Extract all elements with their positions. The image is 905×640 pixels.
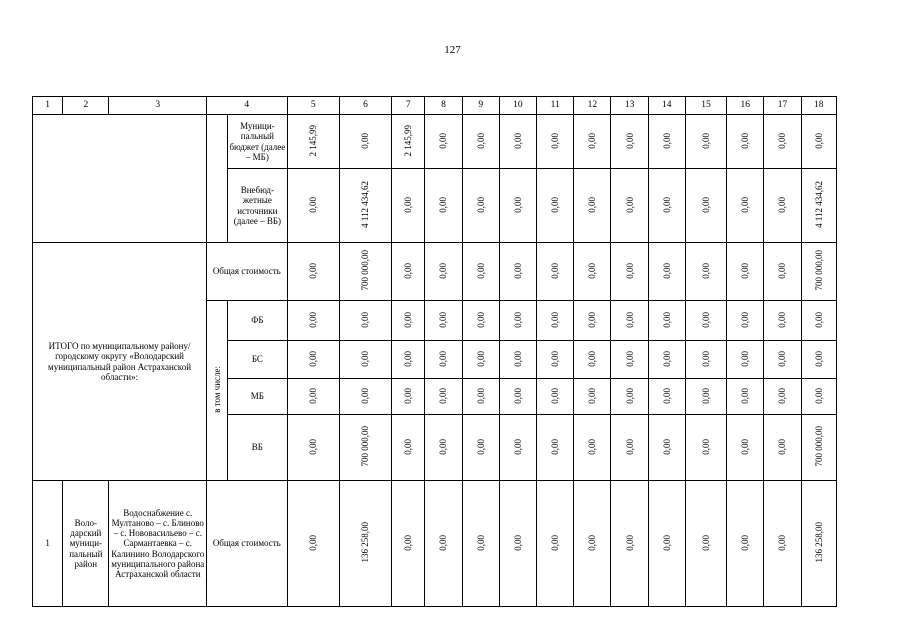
value-text: 0,00 (587, 350, 598, 367)
value-text: 0,00 (587, 132, 598, 149)
value-cell (685, 379, 726, 415)
value-cell (537, 415, 574, 481)
value-cell (287, 169, 339, 243)
district-text: Воло-дарский муници-пальный район (69, 518, 103, 569)
value-text: 0,00 (813, 350, 824, 367)
value-text: 0,00 (475, 438, 486, 455)
value-cell (339, 115, 391, 169)
itogo-total-label (207, 243, 287, 301)
value-text: 0,00 (777, 132, 788, 149)
value-cell (287, 243, 339, 301)
value-text: 0,00 (587, 311, 598, 328)
column-number-text: 2 (83, 100, 89, 111)
column-number-text: 3 (155, 100, 161, 111)
column-number-8 (425, 97, 462, 115)
value-text: 0,00 (624, 438, 635, 455)
value-text: 0,00 (700, 196, 711, 213)
value-cell (537, 243, 574, 301)
value-cell (685, 115, 726, 169)
column-number-1 (33, 97, 63, 115)
value-text: 0,00 (624, 196, 635, 213)
budget-table (32, 96, 837, 607)
column-number-text: 11 (550, 100, 560, 111)
value-cell (574, 169, 611, 243)
value-text: 0,00 (624, 132, 635, 149)
value-cell (537, 481, 574, 607)
value-cell (499, 115, 536, 169)
funding-source-label (228, 169, 287, 243)
value-text: 0,00 (587, 262, 598, 279)
value-text: 0,00 (438, 262, 449, 279)
column-number-text: 8 (441, 100, 446, 111)
value-text: 0,00 (740, 387, 751, 404)
value-cell (764, 481, 801, 607)
value-cell (425, 169, 462, 243)
value-cell (287, 415, 339, 481)
value-cell (574, 341, 611, 379)
value-cell (764, 415, 801, 481)
value-cell (499, 379, 536, 415)
value-cell (801, 341, 836, 379)
value-cell (611, 169, 648, 243)
value-cell (611, 415, 648, 481)
value-text: 0,00 (813, 387, 824, 404)
value-text: 0,00 (661, 196, 672, 213)
value-cell (339, 415, 391, 481)
value-text: 0,00 (550, 311, 561, 328)
value-text: 0,00 (512, 387, 523, 404)
value-text: 0,00 (624, 311, 635, 328)
value-text: 700 000,00 (813, 426, 824, 467)
funding-source-code (228, 341, 287, 379)
value-cell (611, 379, 648, 415)
value-text: 0,00 (438, 311, 449, 328)
value-text: 0,00 (661, 311, 672, 328)
column-number-14 (648, 97, 685, 115)
value-text: 0,00 (438, 132, 449, 149)
funding-code-text: БС (251, 354, 263, 365)
value-text: 136 258,00 (360, 522, 371, 563)
value-text: 0,00 (475, 350, 486, 367)
column-number-9 (462, 97, 499, 115)
column-number-text: 18 (814, 100, 824, 111)
value-text: 0,00 (661, 534, 672, 551)
value-text: 0,00 (624, 534, 635, 551)
value-text: 0,00 (475, 311, 486, 328)
value-text: 0,00 (587, 438, 598, 455)
value-cell (462, 379, 499, 415)
value-text: 0,00 (740, 196, 751, 213)
value-cell (801, 415, 836, 481)
value-cell (801, 481, 836, 607)
value-cell (537, 379, 574, 415)
value-text: 4 112 434,62 (360, 181, 371, 228)
value-cell (648, 115, 685, 169)
value-cell (392, 301, 425, 341)
value-cell (425, 243, 462, 301)
value-cell (764, 301, 801, 341)
value-text: 0,00 (308, 262, 319, 279)
column-number-11 (537, 97, 574, 115)
value-cell (574, 415, 611, 481)
itogo-title-text: ИТОГО по муниципальному району/ городскому округу «Володарский муниципальный район Астраханской области»: (48, 341, 192, 382)
funding-source-label (228, 115, 287, 169)
value-cell (764, 341, 801, 379)
value-text: 0,00 (308, 196, 319, 213)
value-cell (462, 243, 499, 301)
value-cell (499, 415, 536, 481)
object-row-1 (33, 481, 837, 607)
value-text: 0,00 (740, 534, 751, 551)
value-cell (611, 115, 648, 169)
value-cell (685, 243, 726, 301)
value-cell (425, 115, 462, 169)
value-cell (764, 169, 801, 243)
column-number-text: 9 (478, 100, 484, 111)
funding-source-text: Внебюд-жетные источники (далее – ВБ) (233, 185, 282, 226)
column-number-13 (611, 97, 648, 115)
funding-source-code (228, 301, 287, 341)
value-cell (574, 243, 611, 301)
value-text: 0,00 (475, 262, 486, 279)
value-cell (727, 415, 764, 481)
value-text: 0,00 (777, 387, 788, 404)
value-text: 0,00 (661, 438, 672, 455)
value-text: 0,00 (438, 350, 449, 367)
value-text: 0,00 (403, 350, 414, 367)
value-cell (648, 301, 685, 341)
value-text: 0,00 (740, 311, 751, 328)
row-number (33, 481, 63, 607)
value-text: 0,00 (624, 350, 635, 367)
value-text: 700 000,00 (360, 250, 371, 291)
value-text: 0,00 (403, 438, 414, 455)
value-cell (685, 341, 726, 379)
column-number-15 (685, 97, 726, 115)
value-cell (648, 379, 685, 415)
value-text: 0,00 (740, 262, 751, 279)
value-cell (499, 169, 536, 243)
column-number-text: 14 (662, 100, 672, 111)
value-cell (462, 415, 499, 481)
value-text: 0,00 (777, 262, 788, 279)
value-text: 0,00 (360, 387, 371, 404)
value-text: 0,00 (661, 262, 672, 279)
column-number-text: 4 (244, 100, 250, 111)
value-text: 0,00 (740, 132, 751, 149)
value-cell (685, 415, 726, 481)
value-text: 700 000,00 (813, 250, 824, 291)
value-text: 0,00 (550, 262, 561, 279)
value-cell (764, 243, 801, 301)
value-text: 0,00 (360, 350, 371, 367)
funding-source-text: Муници-пальный бюджет (далее – МБ) (229, 121, 286, 162)
value-text: 0,00 (777, 534, 788, 551)
column-number-text: 6 (363, 100, 368, 111)
value-text: 0,00 (475, 387, 486, 404)
itogo-total-row (33, 243, 837, 301)
value-cell (727, 301, 764, 341)
value-text: 0,00 (587, 534, 598, 551)
value-text: 0,00 (777, 350, 788, 367)
value-text: 0,00 (438, 196, 449, 213)
value-cell (801, 243, 836, 301)
value-cell (648, 243, 685, 301)
value-cell (727, 115, 764, 169)
value-text: 0,00 (700, 262, 711, 279)
table-body (33, 97, 837, 607)
value-text: 0,00 (512, 534, 523, 551)
value-cell (574, 115, 611, 169)
value-cell (648, 169, 685, 243)
value-cell (287, 481, 339, 607)
value-text: 0,00 (403, 534, 414, 551)
value-cell (392, 481, 425, 607)
value-text: 0,00 (512, 262, 523, 279)
value-cell (287, 301, 339, 341)
value-text: 0,00 (308, 438, 319, 455)
value-text: 0,00 (624, 262, 635, 279)
value-cell (499, 341, 536, 379)
value-text: 0,00 (550, 438, 561, 455)
value-text: 0,00 (475, 196, 486, 213)
value-cell (648, 415, 685, 481)
value-cell (574, 379, 611, 415)
value-text: 136 258,00 (813, 522, 824, 563)
value-cell (801, 301, 836, 341)
value-text: 0,00 (813, 132, 824, 149)
column-number-12 (574, 97, 611, 115)
funding-source-code (228, 379, 287, 415)
value-cell (462, 301, 499, 341)
value-text: 0,00 (813, 311, 824, 328)
value-text: 0,00 (475, 534, 486, 551)
value-text: 0,00 (550, 132, 561, 149)
object-total-label (207, 481, 287, 607)
value-cell (462, 481, 499, 607)
column-number-text: 7 (405, 100, 411, 111)
funding-code-text: ВБ (251, 442, 263, 453)
prev-block-blank (33, 115, 207, 243)
column-number-6 (339, 97, 391, 115)
value-cell (727, 169, 764, 243)
value-text: 0,00 (512, 196, 523, 213)
value-cell (611, 341, 648, 379)
column-number-17 (764, 97, 801, 115)
value-cell (425, 415, 462, 481)
value-text: 4 112 434,62 (813, 181, 824, 228)
value-cell (425, 379, 462, 415)
value-cell (392, 379, 425, 415)
value-text: 0,00 (700, 534, 711, 551)
value-text: 0,00 (308, 387, 319, 404)
row-number-text: 1 (45, 538, 50, 549)
value-cell (537, 115, 574, 169)
funding-code-text: МБ (250, 391, 264, 402)
value-text: 0,00 (438, 534, 449, 551)
value-text: 0,00 (700, 311, 711, 328)
value-cell (537, 169, 574, 243)
value-cell (611, 243, 648, 301)
prev-block-blank-narrow (207, 115, 228, 243)
value-cell (425, 481, 462, 607)
value-cell (462, 169, 499, 243)
column-number-18 (801, 97, 836, 115)
value-text: 0,00 (308, 534, 319, 551)
value-text: 0,00 (403, 311, 414, 328)
column-number-row (33, 97, 837, 115)
value-text: 0,00 (438, 438, 449, 455)
value-text: 0,00 (360, 132, 371, 149)
value-cell (801, 379, 836, 415)
column-number-5 (287, 97, 339, 115)
object-text: Водоснабжение с. Мултаново – с. Блиново – с. Нововасильево – с. Сармантаевка – с. Калинино Володарского муниципального района Астраханской области (111, 508, 205, 579)
value-cell (392, 169, 425, 243)
page-number: 127 (444, 44, 461, 56)
value-text: 0,00 (308, 350, 319, 367)
value-cell (685, 481, 726, 607)
value-cell (339, 379, 391, 415)
value-cell (499, 481, 536, 607)
value-cell (611, 301, 648, 341)
value-cell (801, 169, 836, 243)
funding-source-code (228, 415, 287, 481)
value-text: 0,00 (550, 196, 561, 213)
value-text: 0,00 (740, 438, 751, 455)
value-text: 2 145,99 (308, 124, 319, 157)
value-cell (764, 379, 801, 415)
column-number-text: 1 (45, 100, 50, 111)
value-cell (339, 243, 391, 301)
value-text: 0,00 (700, 387, 711, 404)
value-cell (425, 341, 462, 379)
value-text: 700 000,00 (360, 426, 371, 467)
column-number-7 (392, 97, 425, 115)
value-text: 0,00 (624, 387, 635, 404)
column-number-text: 16 (740, 100, 751, 111)
value-cell (648, 481, 685, 607)
column-number-4 (207, 97, 287, 115)
value-cell (339, 481, 391, 607)
value-cell (685, 301, 726, 341)
value-cell (462, 115, 499, 169)
value-text: 0,00 (550, 387, 561, 404)
value-cell (462, 341, 499, 379)
value-text: 0,00 (512, 132, 523, 149)
column-number-16 (727, 97, 764, 115)
value-cell (392, 243, 425, 301)
value-cell (287, 115, 339, 169)
value-cell (727, 243, 764, 301)
in-that-label (207, 301, 228, 481)
value-cell (537, 301, 574, 341)
value-text: 0,00 (403, 196, 414, 213)
value-cell (648, 341, 685, 379)
value-text: 0,00 (777, 196, 788, 213)
value-text: 0,00 (308, 311, 319, 328)
value-cell (611, 481, 648, 607)
value-cell (727, 481, 764, 607)
value-text: 0,00 (661, 132, 672, 149)
value-text: 0,00 (587, 196, 598, 213)
column-number-text: 13 (624, 100, 635, 111)
value-cell (574, 301, 611, 341)
value-cell (287, 379, 339, 415)
value-text: 0,00 (550, 534, 561, 551)
value-text: 0,00 (403, 387, 414, 404)
value-text: 0,00 (700, 132, 711, 149)
column-number-3 (109, 97, 207, 115)
value-cell (339, 169, 391, 243)
object-name (109, 481, 207, 607)
value-cell (499, 243, 536, 301)
value-text: 0,00 (700, 350, 711, 367)
column-number-2 (63, 97, 109, 115)
value-cell (339, 301, 391, 341)
district-name (63, 481, 109, 607)
funding-code-text: ФБ (251, 315, 264, 326)
column-number-10 (499, 97, 536, 115)
value-text: 0,00 (700, 438, 711, 455)
value-text: 0,00 (403, 262, 414, 279)
value-text: 0,00 (550, 350, 561, 367)
value-cell (499, 301, 536, 341)
value-text: 0,00 (512, 350, 523, 367)
value-text: 0,00 (438, 387, 449, 404)
column-number-text: 10 (513, 100, 523, 111)
column-number-text: 15 (701, 100, 711, 111)
column-number-text: 5 (310, 100, 316, 111)
value-text: 0,00 (475, 132, 486, 149)
value-text: 0,00 (777, 438, 788, 455)
value-cell (574, 481, 611, 607)
value-text: 0,00 (512, 311, 523, 328)
value-text: 0,00 (661, 387, 672, 404)
in-that-text: в том числе: (212, 366, 223, 413)
value-text: 0,00 (740, 350, 751, 367)
value-text: 0,00 (587, 387, 598, 404)
value-cell (764, 115, 801, 169)
prev-block-row (33, 115, 837, 169)
value-cell (685, 169, 726, 243)
value-cell (727, 341, 764, 379)
total-label-text: Общая стоимость (212, 538, 281, 549)
value-cell (392, 415, 425, 481)
value-cell (801, 115, 836, 169)
value-cell (392, 115, 425, 169)
value-cell (727, 379, 764, 415)
value-cell (425, 301, 462, 341)
value-cell (392, 341, 425, 379)
value-text: 0,00 (360, 311, 371, 328)
value-text: 0,00 (777, 311, 788, 328)
value-cell (339, 341, 391, 379)
value-text: 0,00 (661, 350, 672, 367)
value-cell (537, 341, 574, 379)
itogo-title (33, 243, 207, 481)
column-number-text: 12 (587, 100, 598, 111)
value-cell (287, 341, 339, 379)
column-number-text: 17 (777, 100, 788, 111)
total-label-text: Общая стоимость (212, 266, 281, 277)
value-text: 0,00 (512, 438, 523, 455)
value-text: 2 145,99 (403, 124, 414, 157)
